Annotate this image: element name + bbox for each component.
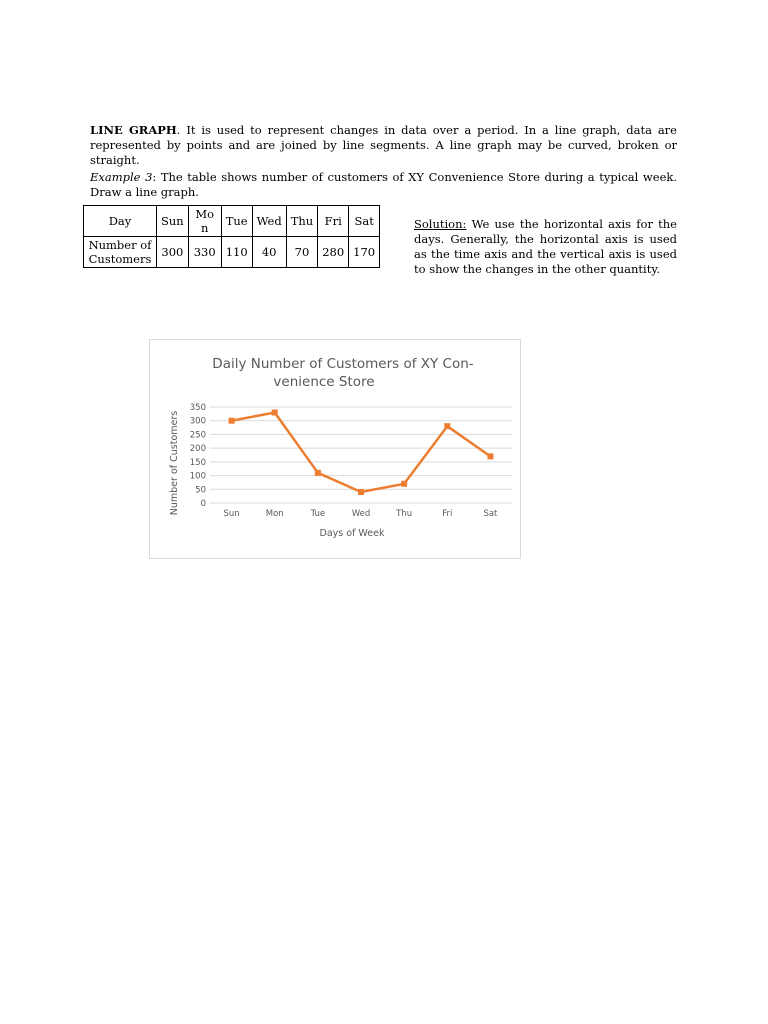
y-tick-label: 300 [189, 416, 206, 427]
solution-label: Solution: [414, 217, 467, 231]
row-header-customers: Number of Customers [84, 237, 157, 268]
line-graph-term: LINE GRAPH [90, 123, 177, 137]
intro-text: . It is used to represent changes in data over a period. In a line graph, data are represented by points and are joined by line segments. A line graph may be curved, broken or straight. [90, 123, 677, 167]
table-cell-day: Mon [188, 206, 221, 237]
x-tick-label: Thu [396, 509, 413, 519]
series-line [232, 412, 491, 492]
x-tick-label: Sun [223, 509, 240, 519]
chart-svg [150, 340, 520, 558]
chart-title-line: venience Store [273, 374, 375, 390]
example-text: : The table shows number of customers of XY Convenience Store during a typical week. Draw a line graph. [90, 170, 677, 199]
x-axis-label: Days of Week [319, 528, 385, 539]
table-row [84, 206, 380, 237]
table-cell-day: Fri [318, 206, 349, 237]
y-tick-label: 0 [200, 499, 206, 509]
solution-paragraph [414, 217, 677, 277]
table-row [84, 237, 380, 268]
data-point [401, 481, 407, 487]
x-tick-label: Fri [442, 509, 453, 519]
y-tick-label: 250 [189, 430, 206, 441]
data-point [358, 489, 364, 495]
y-tick-label: 350 [189, 403, 206, 413]
table-cell-day: Tue [221, 206, 252, 237]
solution-text: We use the horizontal axis for the days. Generally, the horizontal axis is used as the time axis and the vertical axis is used to show the changes in the other quantity. [414, 217, 677, 276]
y-tick-label: 50 [195, 485, 206, 496]
table-cell-value: 40 [252, 237, 286, 268]
x-tick-label: Wed [351, 509, 371, 519]
data-point [444, 423, 450, 429]
data-point [272, 409, 278, 415]
table-cell-day: Sun [157, 206, 189, 237]
chart-title-line: Daily Number of Customers of XY Con- [212, 356, 474, 372]
y-tick-label: 150 [189, 457, 206, 468]
table-cell-value: 300 [157, 237, 189, 268]
line-chart [149, 339, 521, 559]
table-cell-value: 330 [188, 237, 221, 268]
intro-paragraph [90, 123, 677, 168]
table-cell-value: 70 [286, 237, 317, 268]
data-point [315, 470, 321, 476]
table-cell-day: Sat [349, 206, 380, 237]
table-cell-day: Wed [252, 206, 286, 237]
table-cell-value: 170 [349, 237, 380, 268]
table-cell-day: Thu [286, 206, 317, 237]
table-cell-value: 110 [221, 237, 252, 268]
row-header-day: Day [84, 206, 157, 237]
y-tick-label: 100 [189, 471, 206, 482]
y-tick-label: 200 [189, 444, 206, 455]
x-tick-label: Tue [310, 509, 326, 519]
example-paragraph [90, 170, 677, 200]
table-cell-value: 280 [318, 237, 349, 268]
example-label: Example 3 [90, 170, 153, 184]
x-tick-label: Sat [483, 509, 498, 519]
x-tick-label: Mon [265, 509, 284, 519]
data-point [229, 418, 235, 424]
y-axis-label: Number of Customers [169, 410, 180, 516]
customers-table [83, 205, 380, 268]
data-point [487, 453, 493, 459]
